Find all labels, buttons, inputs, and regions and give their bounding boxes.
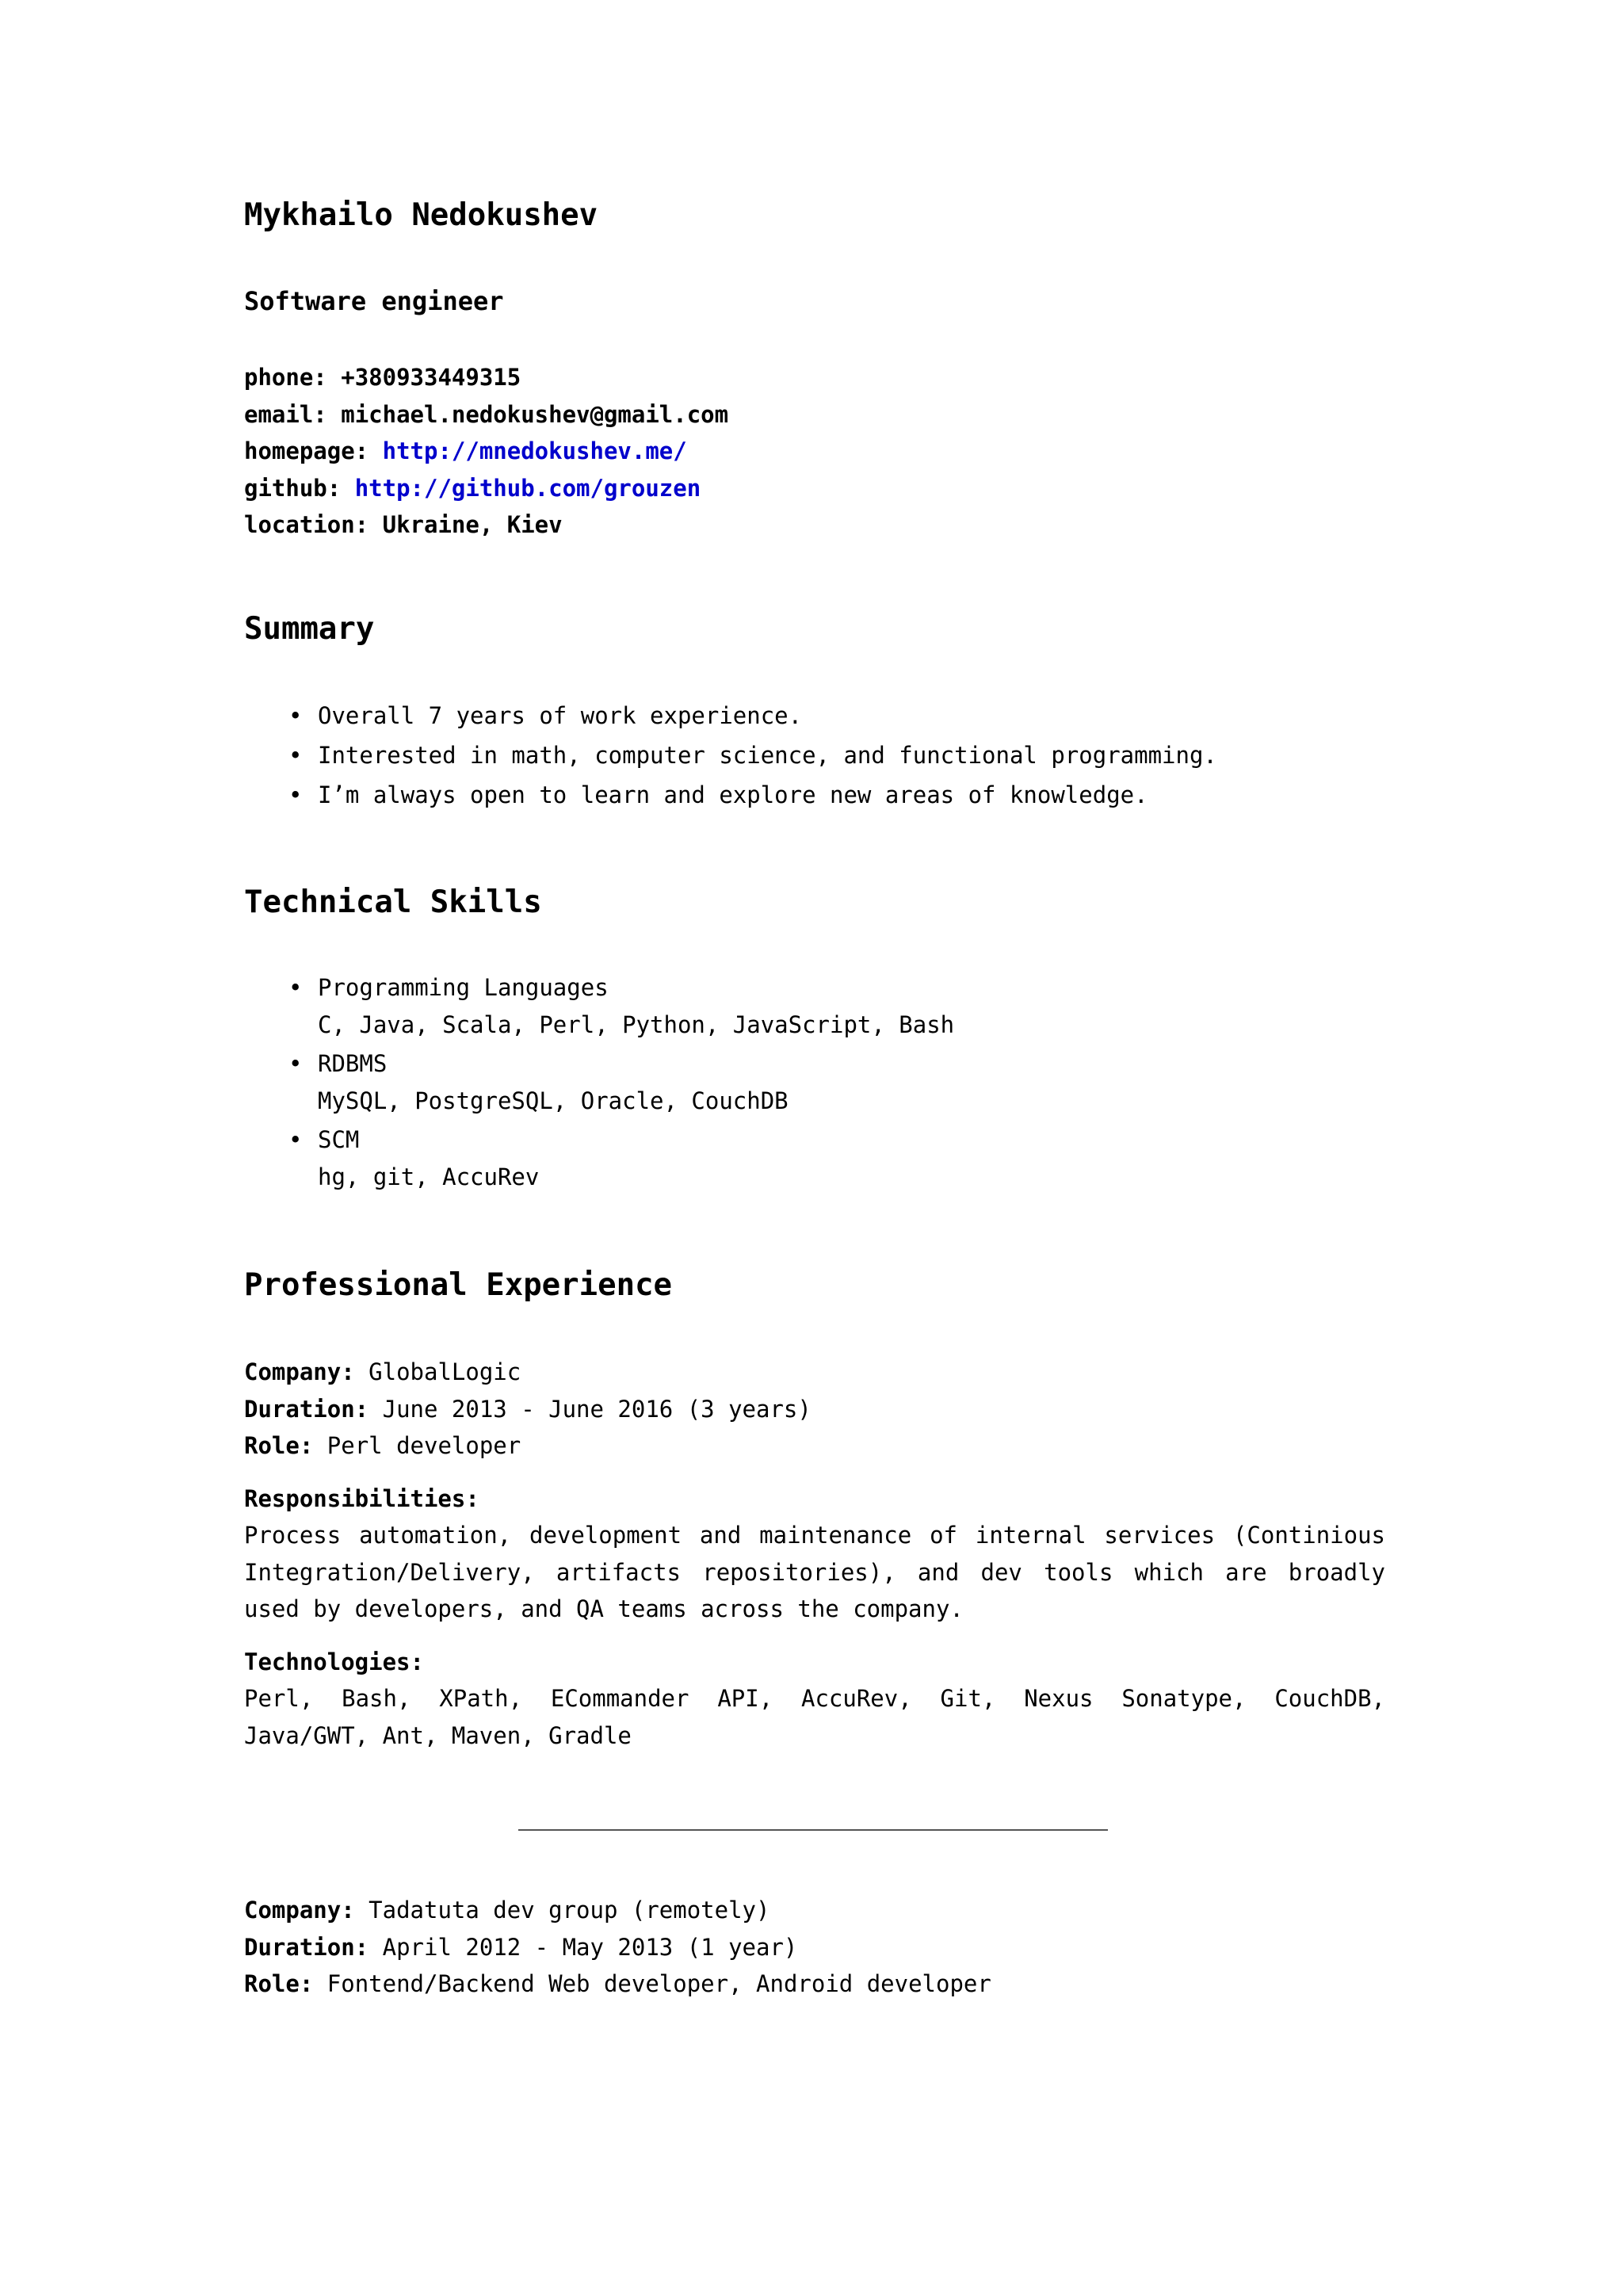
- contact-label: email:: [244, 400, 327, 428]
- contact-homepage: [244, 433, 728, 470]
- technologies-label: Technologies:: [244, 1648, 424, 1675]
- bullet-icon: •: [288, 1050, 303, 1077]
- duration-value: April 2012 - May 2013 (1 year): [382, 1933, 798, 1961]
- location-value: Ukraine, Kiev: [382, 511, 563, 538]
- skill-category: RDBMS: [318, 1050, 388, 1077]
- skill-values: C, Java, Scala, Perl, Python, JavaScript, Bash: [318, 1011, 955, 1038]
- role-label: Role:: [244, 1432, 314, 1459]
- list-item: [244, 696, 1217, 735]
- summary-list: [244, 696, 1217, 815]
- company-label: Company:: [244, 1358, 355, 1385]
- list-item: [244, 775, 1217, 815]
- duration-label: Duration:: [244, 1933, 369, 1961]
- bullet-icon: •: [288, 1126, 303, 1153]
- company-value: Tadatuta dev group (remotely): [369, 1897, 770, 1924]
- role-field: [244, 1427, 1385, 1465]
- list-item: [244, 969, 954, 1044]
- bullet-icon: •: [288, 702, 303, 729]
- duration-label: Duration:: [244, 1395, 369, 1423]
- skill-values: hg, git, AccuRev: [318, 1163, 540, 1190]
- technologies-text: Perl, Bash, XPath, ECommander API, AccuRev, Git, Nexus Sonatype, CouchDB, Java/GWT, Ant, Maven, Gradle: [244, 1685, 1385, 1749]
- list-item: [244, 735, 1217, 775]
- section-divider: [518, 1829, 1108, 1831]
- bullet-icon: •: [288, 781, 303, 808]
- company-label: Company:: [244, 1897, 355, 1924]
- contact-location: [244, 506, 728, 544]
- skill-category: Programming Languages: [318, 974, 609, 1001]
- role-value: Fontend/Backend Web developer, Android developer: [327, 1970, 991, 1997]
- summary-item-text: Interested in math, computer science, and functional programming.: [318, 742, 1217, 769]
- list-item: [244, 1121, 954, 1196]
- duration-field: [244, 1391, 1385, 1428]
- bullet-icon: •: [288, 974, 303, 1001]
- skills-heading: Technical Skills: [244, 884, 542, 920]
- skills-list: [244, 969, 954, 1198]
- role-value: Perl developer: [327, 1432, 521, 1459]
- contact-label: github:: [244, 474, 342, 502]
- contact-email: [244, 396, 728, 434]
- github-link[interactable]: http://github.com/grouzen: [354, 474, 701, 502]
- duration-field: [244, 1929, 1385, 1966]
- job-title: Software engineer: [244, 286, 504, 316]
- skill-category: SCM: [318, 1126, 360, 1153]
- responsibilities-label: Responsibilities:: [244, 1484, 479, 1512]
- summary-item-text: I’m always open to learn and explore new areas of knowledge.: [318, 781, 1148, 808]
- role-field: [244, 1966, 1385, 2003]
- contact-label: location:: [244, 511, 369, 538]
- responsibilities-text: Process automation, development and maintenance of internal services (Continious Integration/Delivery, artifacts repositories), and dev tools which are broadly used by developers, and QA teams across the company.: [244, 1522, 1385, 1622]
- skill-values: MySQL, PostgreSQL, Oracle, CouchDB: [318, 1087, 789, 1114]
- list-item: [244, 1045, 954, 1120]
- contact-label: homepage:: [244, 437, 369, 464]
- experience-heading: Professional Experience: [244, 1267, 673, 1303]
- phone-value: +380933449315: [341, 364, 521, 391]
- bullet-icon: •: [288, 742, 303, 769]
- contact-block: [244, 359, 728, 544]
- summary-heading: Summary: [244, 611, 375, 647]
- candidate-name: Mykhailo Nedokushev: [244, 197, 598, 233]
- company-value: GlobalLogic: [369, 1358, 521, 1385]
- email-value: michael.nedokushev@gmail.com: [341, 400, 729, 428]
- contact-label: phone:: [244, 364, 327, 391]
- contact-phone: [244, 359, 728, 396]
- company-field: [244, 1892, 1385, 1929]
- job-entry-tadatuta: [244, 1892, 1385, 2003]
- job-entry-globallogic: [244, 1354, 1385, 1754]
- contact-github: [244, 470, 728, 507]
- company-field: [244, 1354, 1385, 1391]
- homepage-link[interactable]: http://mnedokushev.me/: [382, 437, 687, 464]
- summary-item-text: Overall 7 years of work experience.: [318, 702, 803, 729]
- role-label: Role:: [244, 1970, 314, 1997]
- duration-value: June 2013 - June 2016 (3 years): [382, 1395, 812, 1423]
